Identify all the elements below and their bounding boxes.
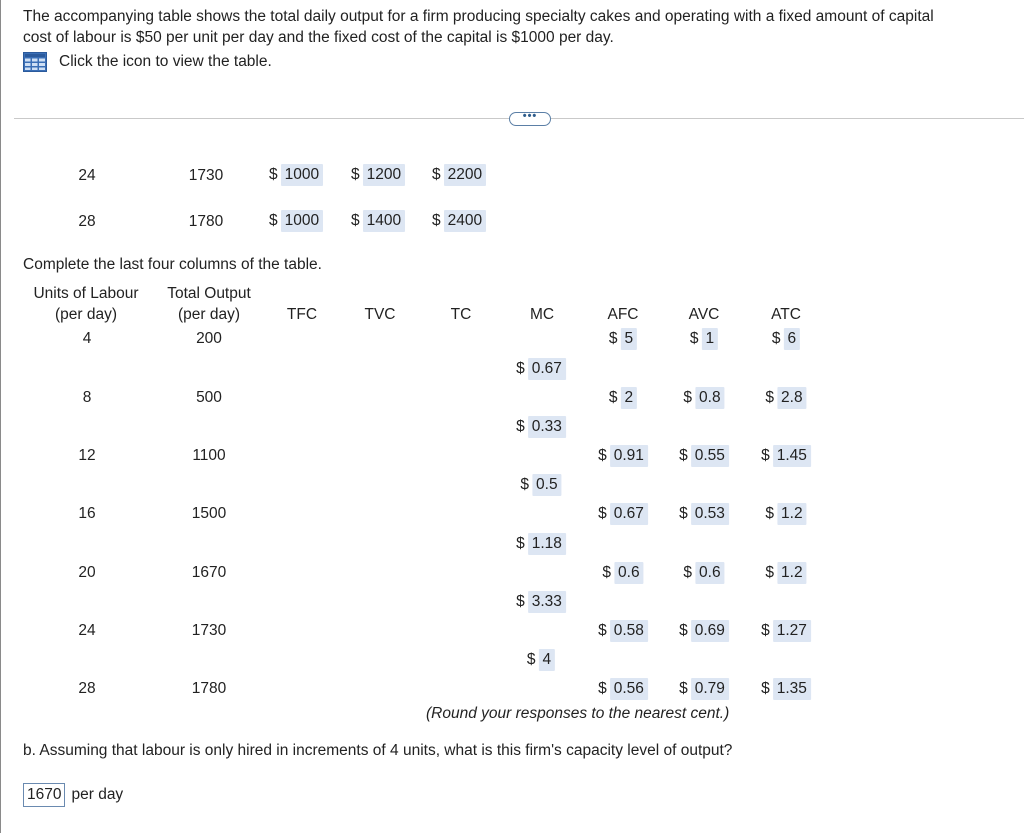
currency-symbol: $ <box>765 564 775 581</box>
mc-input[interactable]: 3.33 <box>528 591 566 613</box>
view-table-link[interactable] <box>23 52 272 72</box>
currency-symbol: $ <box>689 330 699 347</box>
mc-cell <box>516 358 566 380</box>
row-avc-cell <box>679 678 729 700</box>
currency-symbol: $ <box>761 447 770 464</box>
currency-symbol: $ <box>761 680 770 697</box>
currency-symbol: $ <box>269 212 278 229</box>
row-afc-input[interactable]: 0.91 <box>610 445 648 467</box>
row-output: 1100 <box>192 447 226 464</box>
currency-symbol: $ <box>516 360 525 377</box>
row-avc-input[interactable]: 0.6 <box>695 562 725 584</box>
currency-symbol: $ <box>598 447 607 464</box>
row-atc-input[interactable]: 2.8 <box>777 387 807 409</box>
row-avc-input[interactable]: 0.53 <box>691 503 729 525</box>
currency-symbol: $ <box>765 389 775 406</box>
row-avc-input[interactable]: 0.69 <box>691 620 729 642</box>
prior-tfc-cell <box>269 210 323 232</box>
row-avc-cell <box>679 445 729 467</box>
row-labour: 20 <box>78 564 96 581</box>
answer-b-row <box>23 783 123 807</box>
prior-tfc-cell <box>269 164 323 186</box>
rounding-note: (Round your responses to the nearest cent.) <box>426 705 730 722</box>
row-output: 500 <box>196 389 222 406</box>
row-output: 1730 <box>191 622 227 639</box>
problem-intro <box>23 6 1023 48</box>
prior-tfc-value: 1000 <box>281 210 323 232</box>
row-atc-input[interactable]: 1.2 <box>777 503 807 525</box>
currency-symbol: $ <box>602 564 612 581</box>
mc-cell <box>516 533 566 555</box>
currency-symbol: $ <box>351 212 360 229</box>
row-afc-cell <box>598 620 648 642</box>
row-atc-input[interactable]: 1.45 <box>773 445 811 467</box>
currency-symbol: $ <box>598 505 607 522</box>
prior-tvc-value: 1200 <box>363 164 405 186</box>
header-tvc: TVC <box>364 306 396 323</box>
currency-symbol: $ <box>516 593 525 610</box>
prior-tvc-value: 1400 <box>363 210 405 232</box>
row-output: 1780 <box>191 680 227 697</box>
prior-output-1780: 1780 <box>188 213 224 230</box>
currency-symbol: $ <box>765 505 775 522</box>
currency-symbol: $ <box>679 622 688 639</box>
currency-symbol: $ <box>516 535 525 552</box>
complete-instruction: Complete the last four columns of the table. <box>23 256 322 273</box>
row-avc-cell <box>683 387 724 409</box>
currency-symbol: $ <box>598 680 607 697</box>
prior-tc-cell <box>432 164 486 186</box>
currency-symbol: $ <box>432 166 441 183</box>
row-atc-cell <box>772 328 800 350</box>
row-avc-cell <box>690 328 718 350</box>
row-output: 1500 <box>191 505 227 522</box>
prior-tc-value: 2400 <box>444 210 486 232</box>
header-mc: MC <box>529 306 555 323</box>
row-atc-input[interactable]: 6 <box>784 328 801 350</box>
row-afc-input[interactable]: 5 <box>621 328 638 350</box>
table-icon[interactable] <box>23 52 47 72</box>
mc-input[interactable]: 0.5 <box>532 474 562 496</box>
row-avc-cell <box>683 562 724 584</box>
currency-symbol: $ <box>526 651 536 668</box>
mc-cell <box>520 474 561 496</box>
header-atc: ATC <box>771 306 801 323</box>
row-atc-cell <box>761 445 811 467</box>
row-labour: 16 <box>78 505 96 522</box>
row-atc-cell <box>761 678 811 700</box>
currency-symbol: $ <box>683 389 693 406</box>
row-afc-input[interactable]: 0.58 <box>610 620 648 642</box>
prior-tfc-value: 1000 <box>281 164 323 186</box>
row-atc-input[interactable]: 1.35 <box>773 678 811 700</box>
header-output-line1: Total Output <box>167 285 251 302</box>
mc-cell <box>527 649 555 671</box>
row-atc-cell <box>765 503 806 525</box>
row-afc-cell <box>602 562 643 584</box>
row-output: 200 <box>196 330 222 347</box>
prior-labour-24: 24 <box>78 167 96 184</box>
row-avc-input[interactable]: 0.55 <box>691 445 729 467</box>
prior-output-1730: 1730 <box>188 167 224 184</box>
row-labour: 24 <box>78 622 96 639</box>
currency-symbol: $ <box>432 212 441 229</box>
left-border <box>0 0 1 833</box>
question-b: b. Assuming that labour is only hired in increments of 4 units, what is this firm's capacity level of output? <box>23 742 733 759</box>
mc-input[interactable]: 0.67 <box>528 358 566 380</box>
currency-symbol: $ <box>679 680 688 697</box>
header-tc: TC <box>450 306 472 323</box>
row-afc-cell <box>598 503 648 525</box>
row-labour: 4 <box>82 330 92 347</box>
row-labour: 8 <box>82 389 92 406</box>
prior-tvc-cell <box>351 210 405 232</box>
row-atc-input[interactable]: 1.27 <box>773 620 811 642</box>
row-atc-cell <box>765 562 806 584</box>
currency-symbol: $ <box>771 330 781 347</box>
row-afc-input[interactable]: 2 <box>621 387 638 409</box>
row-atc-cell <box>765 387 806 409</box>
mc-cell <box>516 416 566 438</box>
row-avc-cell <box>679 503 729 525</box>
header-labour-line1: Units of Labour <box>33 285 139 302</box>
currency-symbol: $ <box>679 447 688 464</box>
row-labour: 28 <box>78 680 96 697</box>
capacity-output-input[interactable]: 1670 <box>23 783 65 807</box>
mc-cell <box>516 591 566 613</box>
currency-symbol: $ <box>598 622 607 639</box>
currency-symbol: $ <box>679 505 688 522</box>
prior-tvc-cell <box>351 164 405 186</box>
header-afc: AFC <box>607 306 639 323</box>
intro-line-1: The accompanying table shows the total daily output for a firm producing specialty cakes and operating with a fixed amount of capital <box>23 8 934 25</box>
row-avc-input[interactable]: 0.79 <box>691 678 729 700</box>
header-total-output <box>167 283 251 325</box>
header-output-line2: (per day) <box>177 306 241 323</box>
row-afc-cell <box>609 328 637 350</box>
currency-symbol: $ <box>608 389 618 406</box>
mc-input[interactable]: 0.33 <box>528 416 566 438</box>
row-labour: 12 <box>78 447 96 464</box>
prior-tc-value: 2200 <box>444 164 486 186</box>
currency-symbol: $ <box>683 564 693 581</box>
row-atc-input[interactable]: 1.2 <box>777 562 807 584</box>
prior-tc-cell <box>432 210 486 232</box>
currency-symbol: $ <box>761 622 770 639</box>
currency-symbol: $ <box>516 418 525 435</box>
mc-input[interactable]: 4 <box>539 649 556 671</box>
header-avc: AVC <box>688 306 720 323</box>
row-afc-cell <box>598 445 648 467</box>
row-avc-cell <box>679 620 729 642</box>
row-avc-input[interactable]: 0.8 <box>695 387 725 409</box>
answer-unit-label: per day <box>71 786 124 803</box>
currency-symbol: $ <box>269 166 278 183</box>
view-table-text[interactable]: Click the icon to view the table. <box>59 53 272 70</box>
intro-line-2: cost of labour is $50 per unit per day and the fixed cost of the capital is $1000 per day. <box>23 29 614 46</box>
mc-input[interactable]: 1.18 <box>528 533 566 555</box>
row-afc-cell <box>609 387 637 409</box>
row-afc-input[interactable]: 0.67 <box>610 503 648 525</box>
row-atc-cell <box>761 620 811 642</box>
row-avc-input[interactable]: 1 <box>702 328 719 350</box>
row-output: 1670 <box>191 564 227 581</box>
row-afc-input[interactable]: 0.6 <box>614 562 644 584</box>
header-tfc: TFC <box>286 306 318 323</box>
row-afc-cell <box>598 678 648 700</box>
row-afc-input[interactable]: 0.56 <box>610 678 648 700</box>
header-units-of-labour <box>33 283 138 325</box>
prior-labour-28: 28 <box>78 213 96 230</box>
currency-symbol: $ <box>608 330 618 347</box>
currency-symbol: $ <box>351 166 360 183</box>
header-labour-line2: (per day) <box>54 306 118 323</box>
expand-more-button[interactable]: ••• <box>509 112 551 126</box>
currency-symbol: $ <box>520 476 530 493</box>
